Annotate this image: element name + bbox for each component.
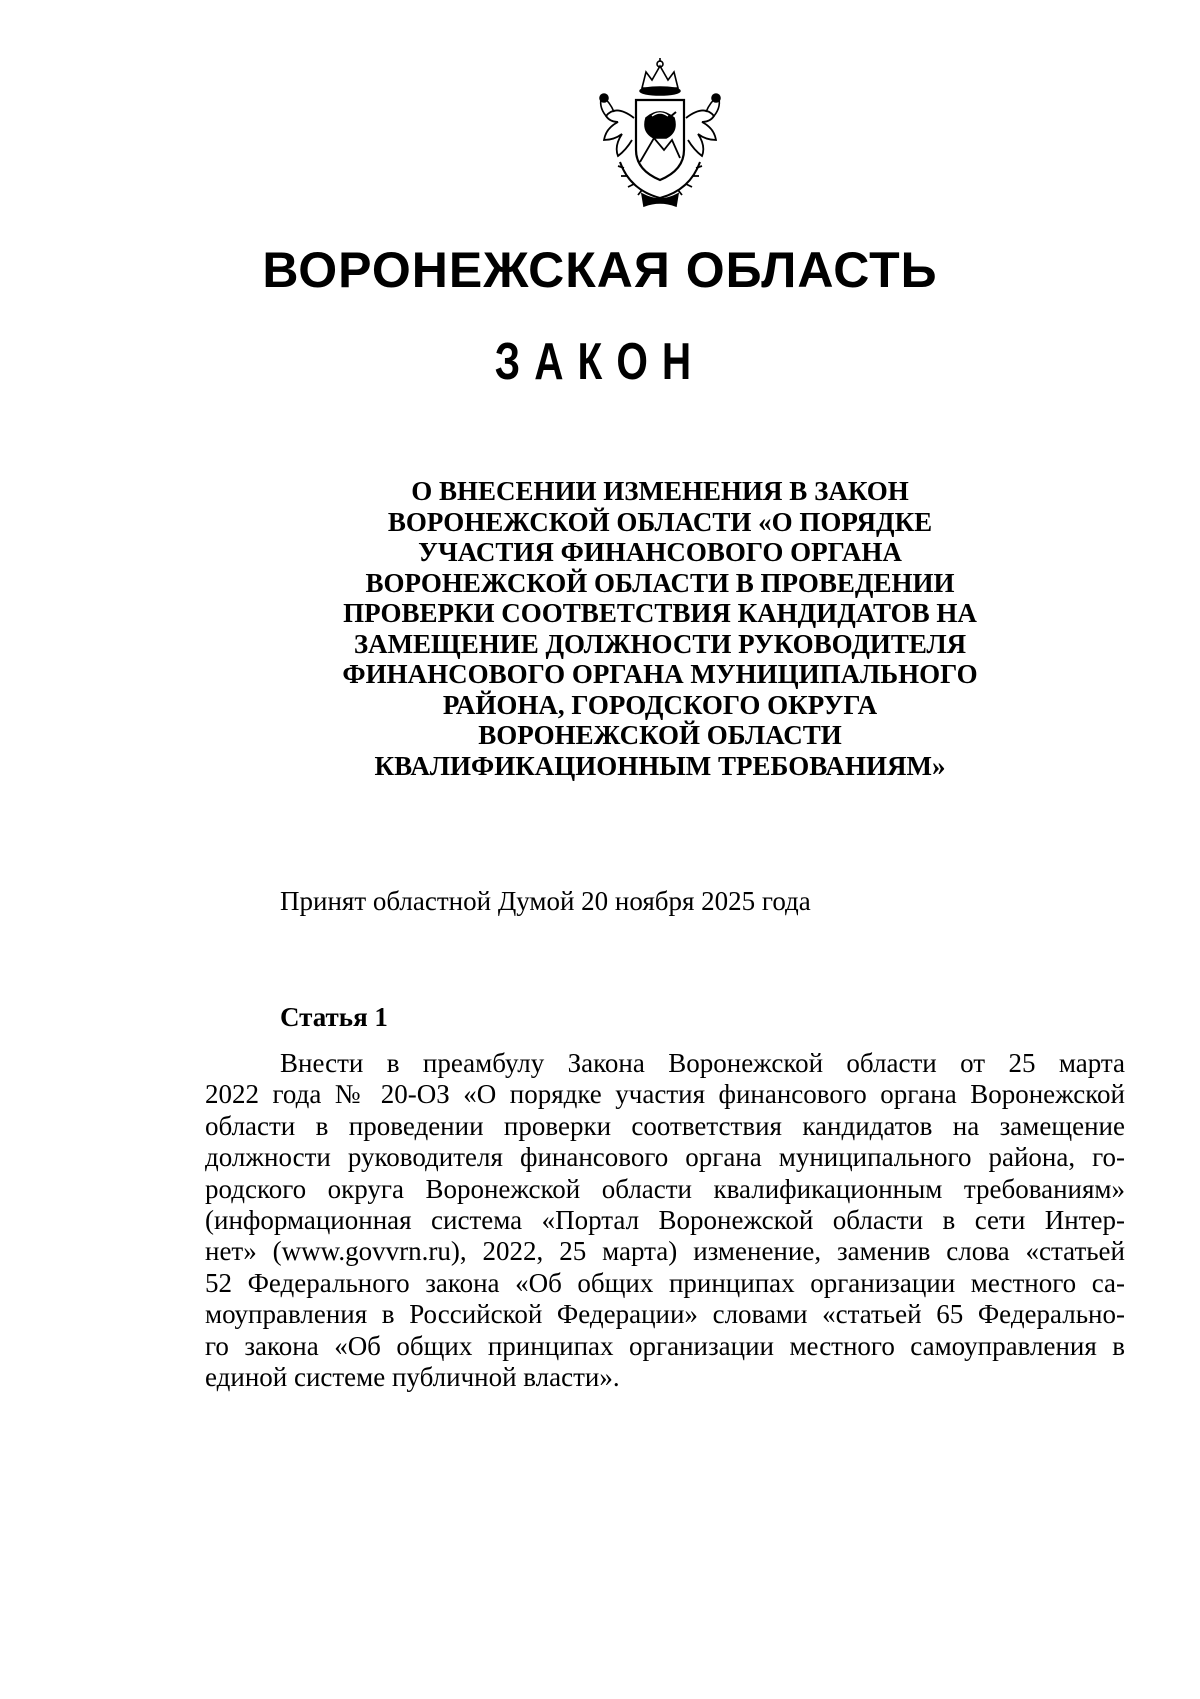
voronezh-coat-of-arms-icon — [580, 58, 740, 208]
article-line: го закона «Об общих принципах организации местного самоуправления в — [205, 1330, 1125, 1361]
article-line: 52 Федерального закона «Об общих принципах организации местного са- — [205, 1267, 1125, 1298]
law-title-line: ЗАМЕЩЕНИЕ ДОЛЖНОСТИ РУКОВОДИТЕЛЯ — [353, 628, 967, 659]
adoption-statement: Принят областной Думой 20 ноября 2025 года — [280, 886, 811, 916]
law-title-line: ВОРОНЕЖСКОЙ ОБЛАСТИ В ПРОВЕДЕНИИ — [365, 567, 955, 598]
law-title-line: ВОРОНЕЖСКОЙ ОБЛАСТИ — [478, 720, 842, 750]
article-line: (информационная система «Портал Воронежской области в сети Интер- — [205, 1205, 1125, 1236]
article-line: единой системе публичной власти». — [205, 1362, 620, 1393]
article-heading: Статья 1 — [280, 1002, 388, 1032]
law-title-line: УЧАСТИЯ ФИНАНСОВОГО ОРГАНА — [418, 537, 902, 567]
article-line: 2022 года № 20-ОЗ «О порядке участия финансового органа Воронежской — [205, 1079, 1125, 1110]
article-line: родского округа Воронежской области квалификационным требованиям» — [205, 1173, 1125, 1204]
law-title-line: КВАЛИФИКАЦИОННЫМ ТРЕБОВАНИЯМ» — [374, 750, 946, 781]
law-title-line: ПРОВЕРКИ СООТВЕТСТВИЯ КАНДИДАТОВ НА — [343, 598, 977, 628]
law-title-line: ФИНАНСОВОГО ОРГАНА МУНИЦИПАЛЬНОГО — [342, 659, 978, 689]
document-type-heading: ЗАКОН — [494, 333, 706, 391]
law-title — [300, 476, 1020, 781]
article-line: нет» (www.govvrn.ru), 2022, 25 марта) изменение, заменив слова «статьей — [205, 1236, 1125, 1267]
article-body — [205, 1048, 1125, 1393]
article-line: моуправления в Российской Федерации» словами «статьей 65 Федерально- — [205, 1299, 1125, 1330]
article-line: Внести в преамбулу Закона Воронежской области от 25 марта — [280, 1048, 1125, 1078]
region-title: ВОРОНЕЖСКАЯ ОБЛАСТЬ — [262, 242, 938, 298]
law-title-line: ВОРОНЕЖСКОЙ ОБЛАСТИ «О ПОРЯДКЕ — [387, 506, 933, 537]
law-title-line: РАЙОНА, ГОРОДСКОГО ОКРУГА — [442, 689, 878, 720]
law-title-line: О ВНЕСЕНИИ ИЗМЕНЕНИЯ В ЗАКОН — [411, 476, 909, 506]
article-line: области в проведении проверки соответствия кандидатов на замещение — [205, 1110, 1125, 1141]
article-line: должности руководителя финансового органа муниципального района, го- — [205, 1142, 1125, 1173]
